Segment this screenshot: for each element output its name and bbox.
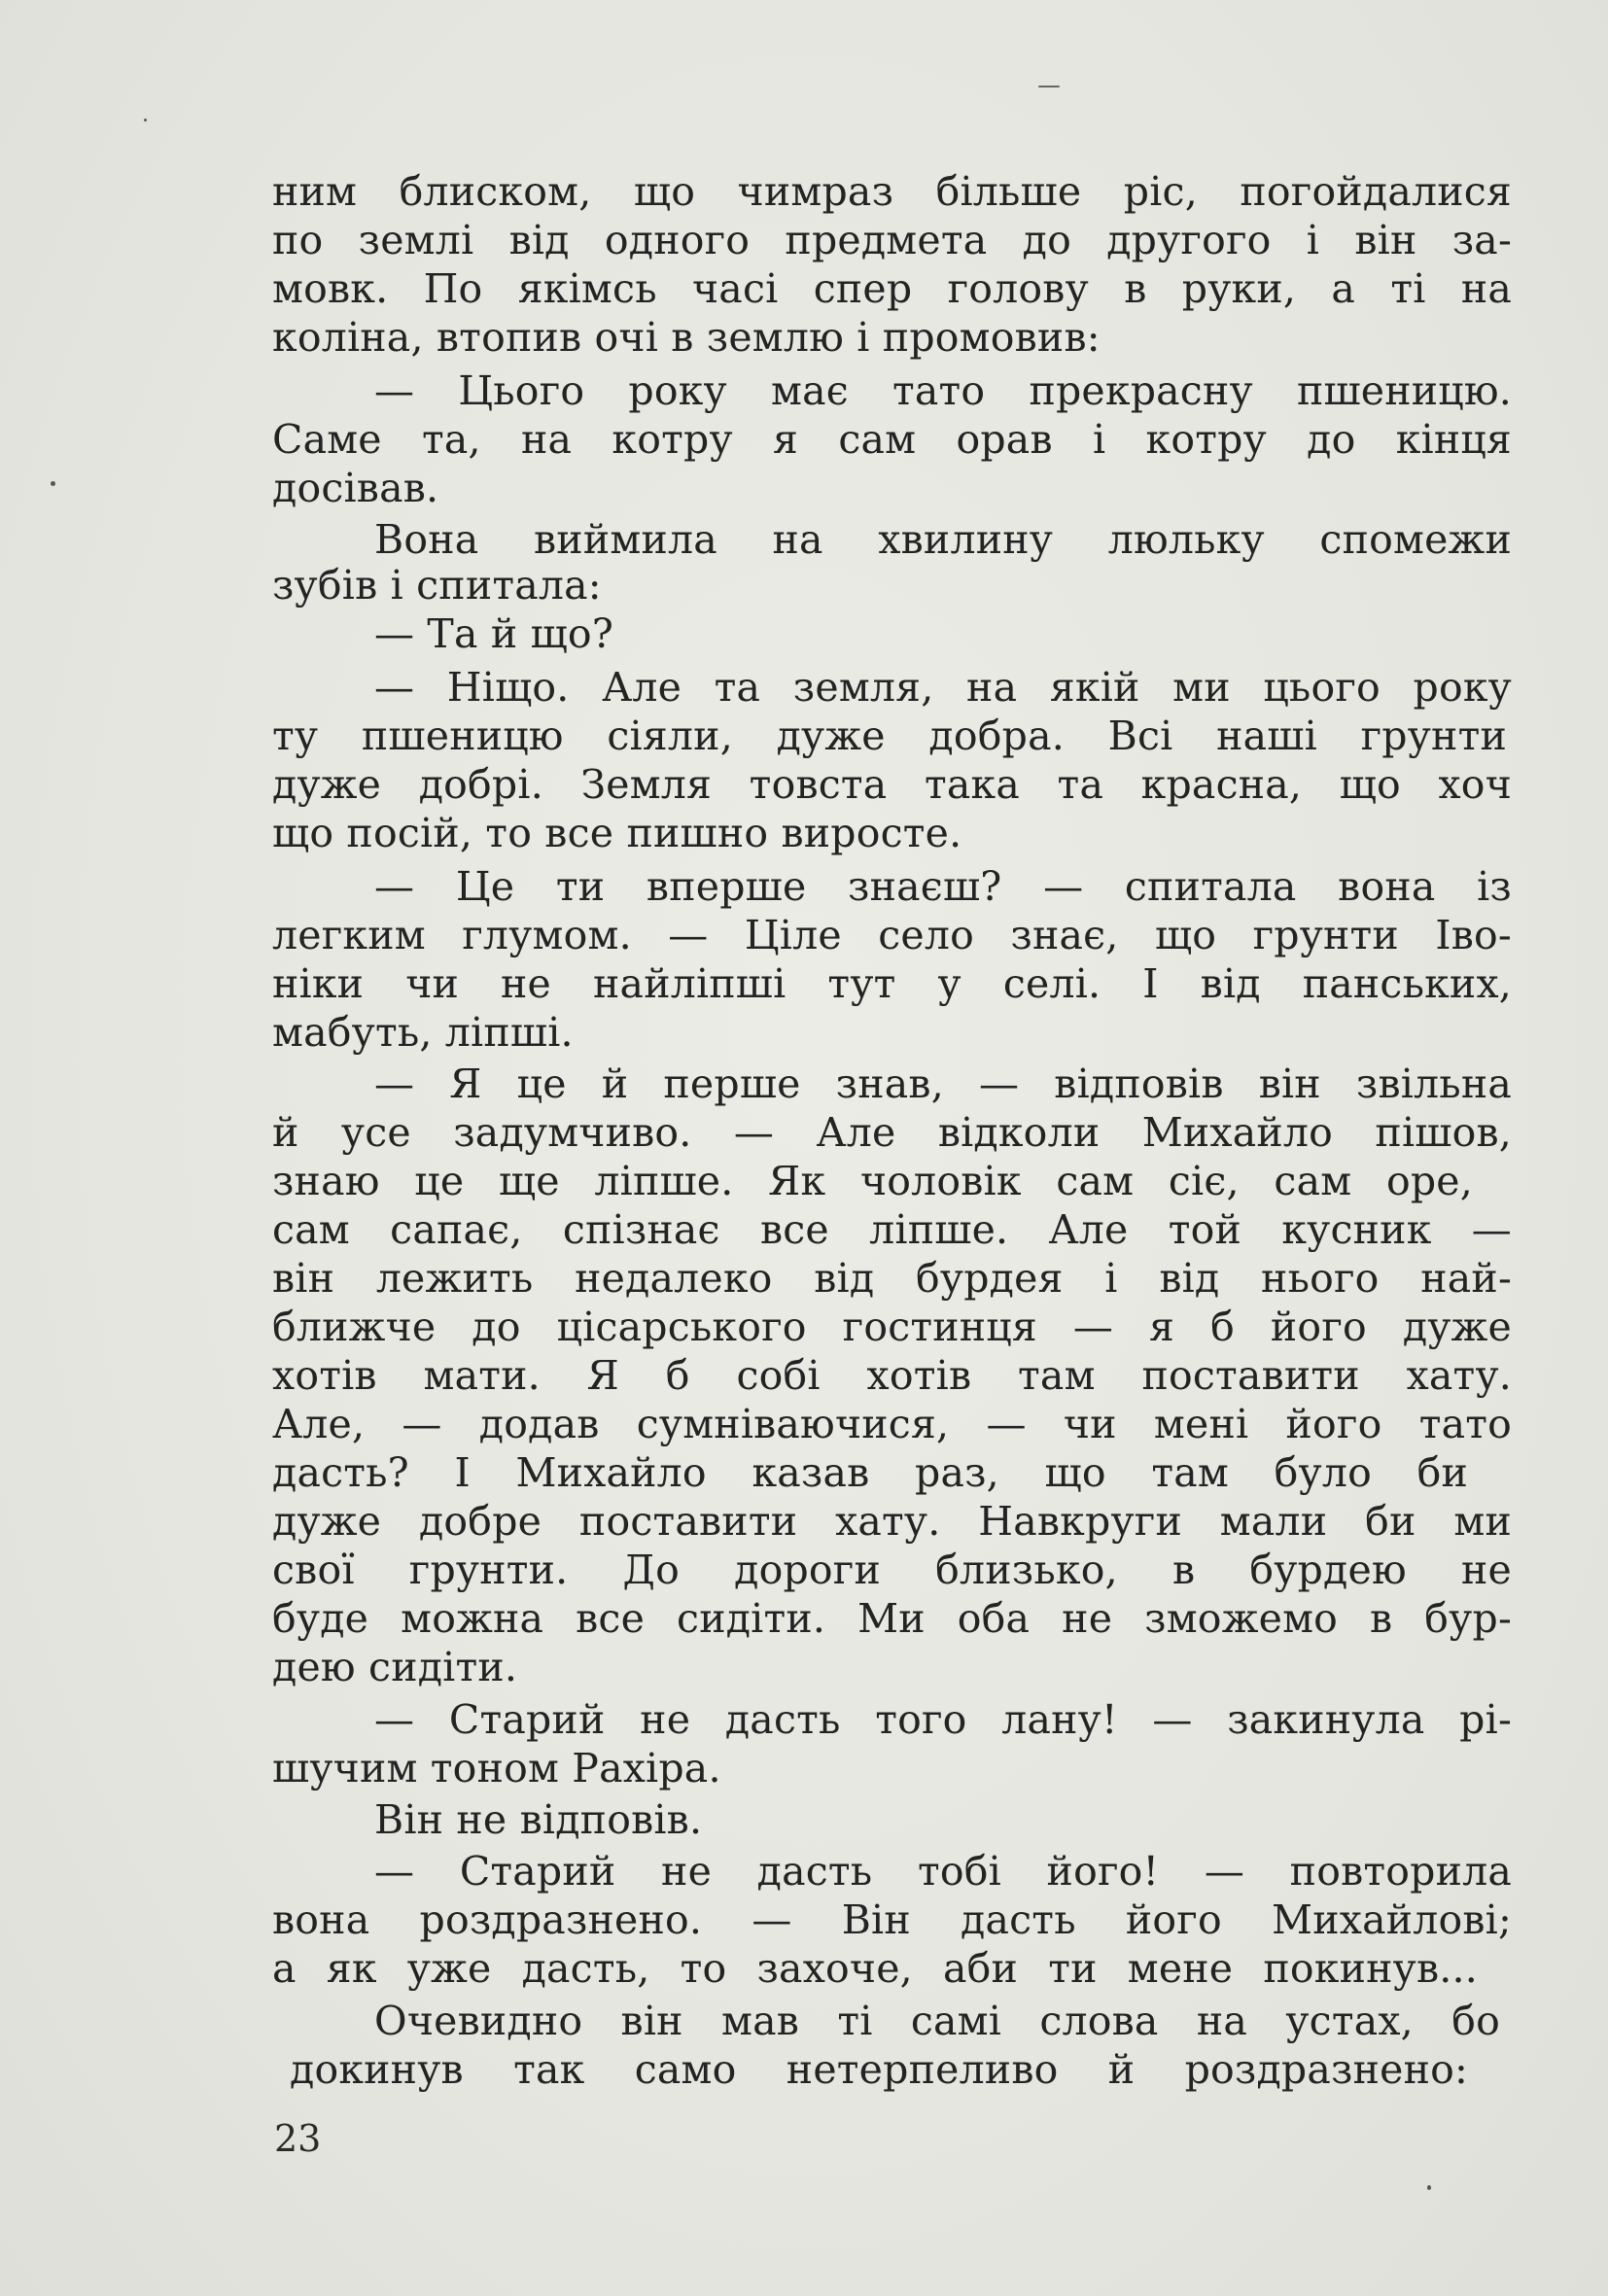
text-line-31: дею сидіти. bbox=[272, 1644, 518, 1690]
text-line-27: дасть? І Михайло казав раз, що там було би bbox=[272, 1449, 1468, 1496]
text-line-8: Вона виймила на хвилину люльку спомежи bbox=[374, 516, 1512, 563]
text-line-19: — Я це й перше знав, — відповів він звільна bbox=[374, 1061, 1512, 1107]
page-number: 23 bbox=[274, 2117, 322, 2160]
text-line-16: легким глумом. — Ціле село знає, що грунти Іво- bbox=[272, 912, 1512, 958]
text-line-11: — Ніщо. Але та земля, на якій ми цього року bbox=[374, 664, 1512, 711]
scan-mark bbox=[1038, 86, 1060, 87]
text-line-18: мабуть, ліпші. bbox=[272, 1009, 574, 1056]
text-line-23: він лежить недалеко від бурдея і від нього най- bbox=[272, 1255, 1512, 1302]
scan-speck bbox=[1427, 2185, 1431, 2190]
text-line-24: ближче до цісарського гостинця — я б його дуже bbox=[272, 1304, 1512, 1350]
text-line-22: сам сапає, спізнає все ліпше. Але той кусник — bbox=[272, 1206, 1512, 1253]
text-line-17: ніки чи не найліпші тут у селі. І від панських, bbox=[272, 960, 1512, 1007]
text-line-15: — Це ти вперше знаєш? — спитала вона із bbox=[374, 863, 1512, 910]
text-line-34: Він не відповів. bbox=[374, 1796, 703, 1843]
text-line-20: й усе задумчиво. — Але відколи Михайло пішов, bbox=[272, 1109, 1512, 1156]
text-line-1: ним блиском, що чимраз більше ріс, погойдалися bbox=[272, 168, 1512, 215]
text-line-14: що посій, то все пишно виросте. bbox=[272, 810, 962, 856]
text-line-7: досівав. bbox=[272, 465, 439, 511]
text-line-37: а як уже дасть, то захоче, аби ти мене покинув... bbox=[272, 1945, 1478, 1992]
text-line-13: дуже добрі. Земля товста така та красна, що хоч bbox=[272, 761, 1512, 808]
text-line-38: Очевидно він мав ті самі слова на устах, бо bbox=[374, 1998, 1500, 2044]
text-line-36: вона роздразнено. — Він дасть його Михайлові; bbox=[272, 1896, 1512, 1943]
text-line-5: — Цього року має тато прекрасну пшеницю. bbox=[374, 367, 1512, 414]
text-line-33: шучим тоном Рахіра. bbox=[272, 1745, 721, 1792]
text-line-39: докинув так само нетерпеливо й роздразнено: bbox=[290, 2046, 1468, 2093]
text-line-10: — Та й що? bbox=[374, 610, 613, 657]
scan-speck bbox=[144, 119, 147, 122]
text-line-32: — Старий не дасть того лану! — закинула рі- bbox=[374, 1696, 1512, 1743]
text-line-12: ту пшеницю сіяли, дуже добра. Всі наші грунти bbox=[272, 713, 1507, 759]
text-line-29: свої грунти. До дороги близько, в бурдею не bbox=[272, 1547, 1512, 1593]
text-line-25: хотів мати. Я б собі хотів там поставити хату. bbox=[272, 1352, 1512, 1399]
text-line-26: Але, — додав сумніваючися, — чи мені його тато bbox=[272, 1401, 1512, 1447]
text-line-30: буде можна все сидіти. Ми оба не зможемо в бур- bbox=[272, 1595, 1512, 1642]
text-line-35: — Старий не дасть тобі його! — повторила bbox=[374, 1848, 1512, 1895]
text-line-6: Саме та, на котру я сам орав і котру до кінця bbox=[272, 416, 1512, 463]
scan-speck bbox=[51, 481, 55, 486]
text-line-9: зубів і спитала: bbox=[272, 562, 602, 609]
text-line-2: по землі від одного предмета до другого і він за- bbox=[272, 217, 1512, 263]
text-line-28: дуже добре поставити хату. Навкруги мали би ми bbox=[272, 1498, 1512, 1545]
text-line-4: коліна, втопив очі в землю і промовив: bbox=[272, 314, 1101, 361]
text-line-21: знаю це ще ліпше. Як чоловік сам сіє, сам оре, bbox=[272, 1158, 1473, 1204]
text-line-3: мовк. По якімсь часі спер голову в руки, а ті на bbox=[272, 265, 1512, 312]
